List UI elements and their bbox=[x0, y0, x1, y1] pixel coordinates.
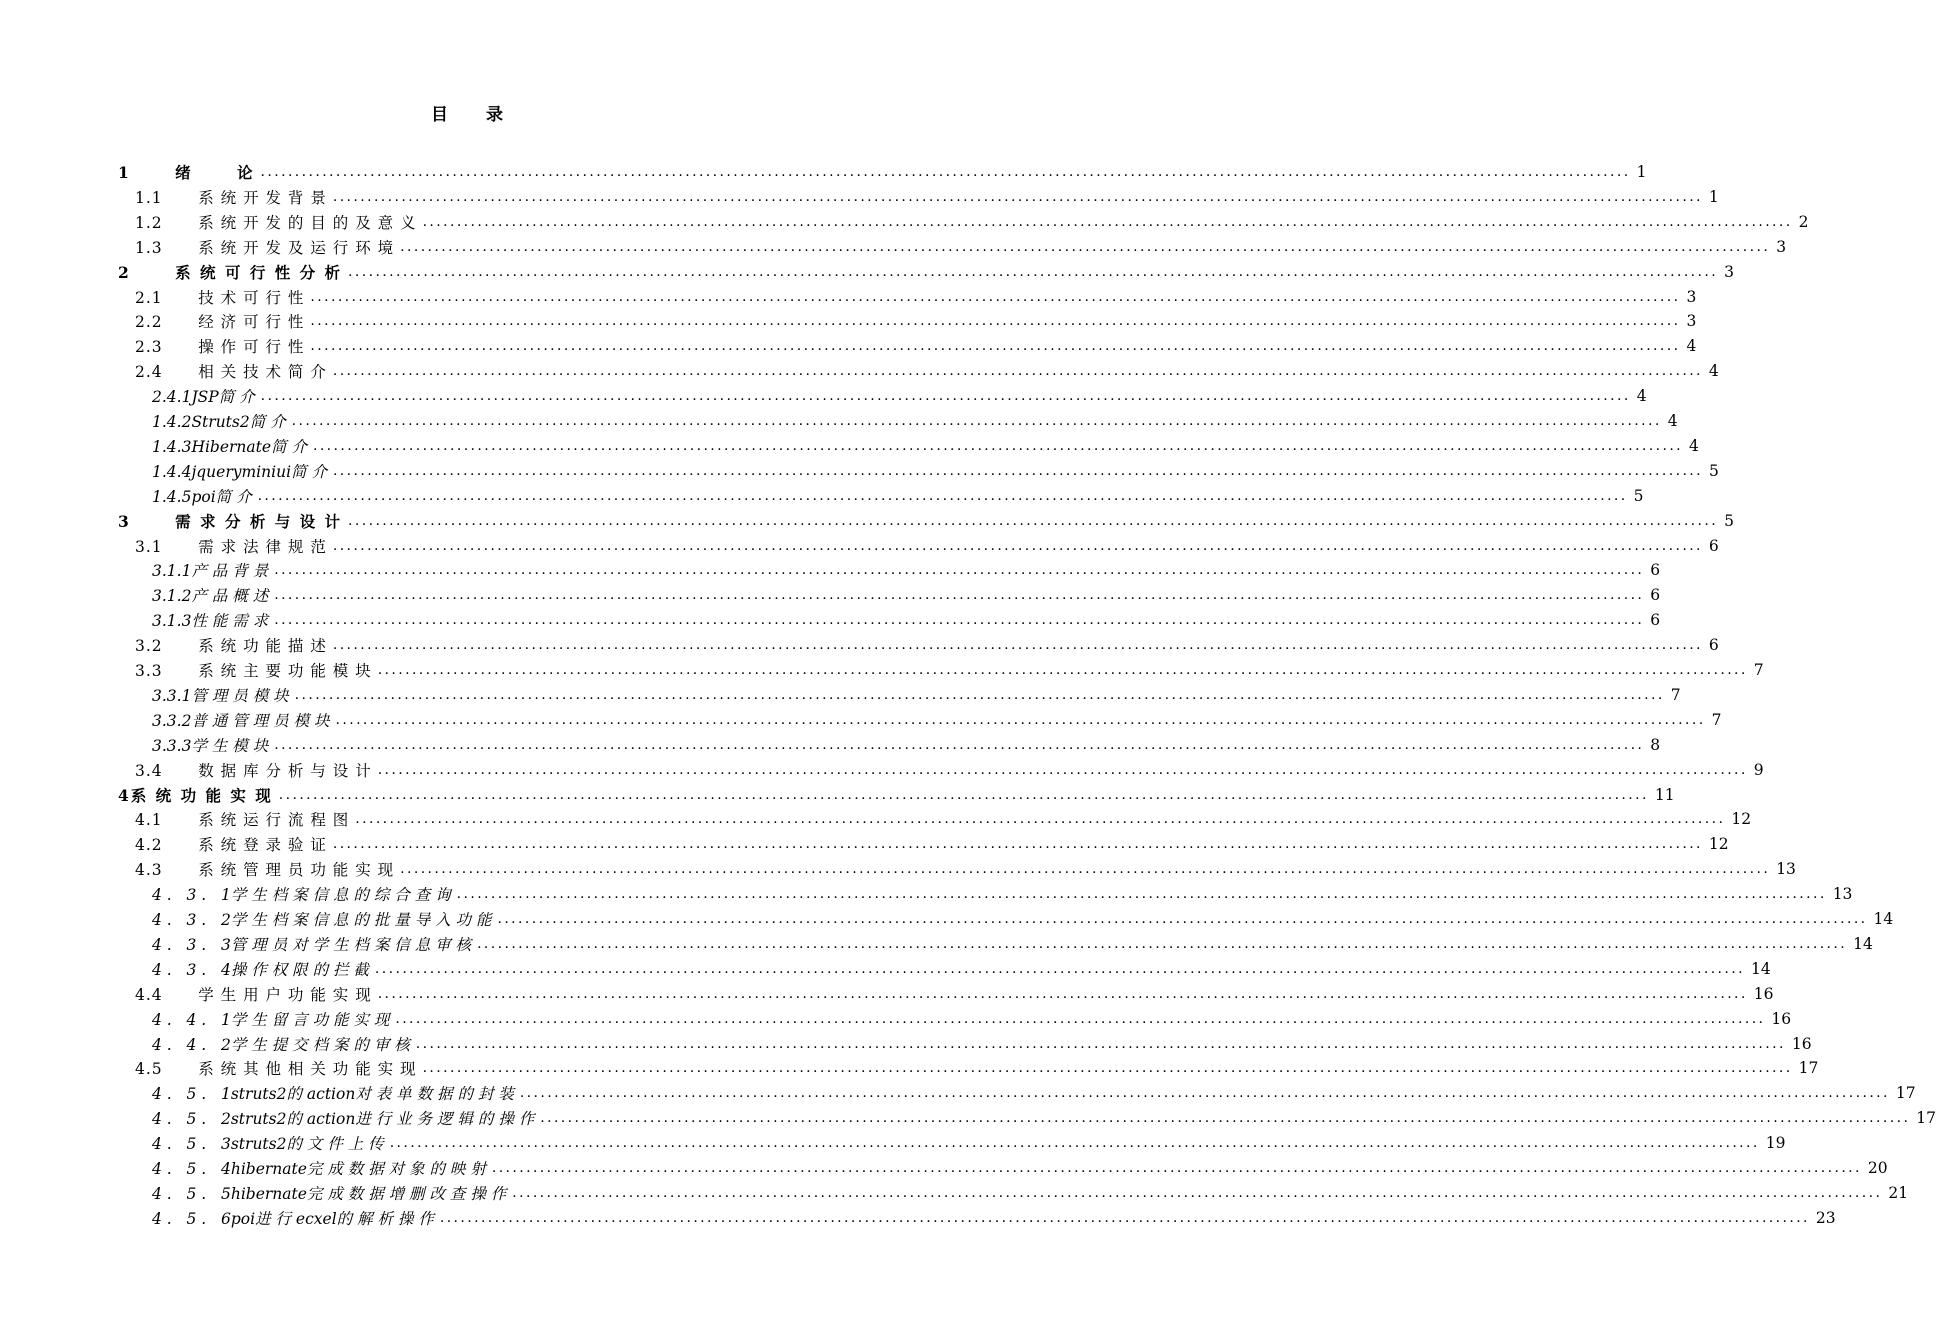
toc-entry-page-number: 14 bbox=[1750, 959, 1771, 978]
toc-title: 目 录 bbox=[431, 105, 519, 125]
toc-entry-page-number: 4 bbox=[1686, 337, 1697, 356]
toc-entry[interactable] bbox=[152, 932, 1873, 956]
toc-entry-label: 3.3.2普 通 管 理 员 模 块 bbox=[152, 711, 330, 730]
toc-entry-page-number: 17 bbox=[1895, 1084, 1916, 1103]
toc-entry-label: 4 . 3 . 3管 理 员 对 学 生 档 案 信 息 审 核 bbox=[152, 935, 472, 954]
toc-entry-page-number: 19 bbox=[1765, 1134, 1786, 1153]
toc-entry[interactable] bbox=[152, 1032, 1812, 1056]
toc-entry-label: 2.1 技 术 可 行 性 bbox=[135, 288, 305, 307]
toc-entry-leader: ........................................................................................................................................................................................................ bbox=[377, 761, 1748, 778]
toc-entry[interactable] bbox=[135, 334, 1697, 358]
toc-entry-leader: ........................................................................................................................................................................................................ bbox=[540, 1110, 1911, 1127]
toc-entry-leader: ........................................................................................................................................................................................................ bbox=[422, 213, 1793, 230]
toc-entry-label: 4 . 5 . 6poi进 行 ecxel的 解 析 操 作 bbox=[152, 1209, 434, 1228]
toc-entry-label: 3.1 需 求 法 律 规 范 bbox=[135, 537, 327, 556]
toc-entry-leader: ........................................................................................................................................................................................................ bbox=[312, 437, 1684, 454]
toc-entry[interactable] bbox=[152, 583, 1661, 607]
toc-entry-leader: ........................................................................................................................................................................................................ bbox=[456, 886, 1827, 903]
toc-entry[interactable] bbox=[135, 658, 1764, 682]
toc-entry[interactable] bbox=[152, 384, 1647, 408]
toc-entry[interactable] bbox=[135, 832, 1729, 856]
toc-entry[interactable] bbox=[152, 1156, 1888, 1180]
toc-entry-page-number: 17 bbox=[1916, 1109, 1936, 1128]
toc-entry-page-number: 6 bbox=[1708, 636, 1719, 655]
toc-entry-leader: ........................................................................................................................................................................................................ bbox=[335, 711, 1706, 728]
toc-entry-page-number: 6 bbox=[1650, 611, 1661, 630]
toc-entry-label: 1.4.2Struts2简 介 bbox=[152, 413, 286, 431]
toc-entry-page-number: 16 bbox=[1771, 1009, 1792, 1028]
toc-entry-leader: ........................................................................................................................................................................................................ bbox=[355, 811, 1726, 828]
toc-entry-leader: ........................................................................................................................................................................................................ bbox=[491, 1160, 1862, 1176]
toc-entry-label: 1.3 系 统 开 发 及 运 行 环 境 bbox=[135, 238, 395, 257]
toc-entry-leader: ........................................................................................................................................................................................................ bbox=[310, 338, 1681, 355]
toc-entry[interactable] bbox=[135, 309, 1697, 333]
toc-entry-leader: ........................................................................................................................................................................................................ bbox=[332, 537, 1703, 554]
toc-entry-label: 2.4 相 关 技 术 简 介 bbox=[135, 363, 327, 382]
toc-entry-leader: ........................................................................................................................................................................................................ bbox=[395, 1010, 1766, 1027]
toc-entry[interactable] bbox=[135, 807, 1752, 831]
toc-entry-leader: ........................................................................................................................................................................................................ bbox=[274, 587, 1645, 604]
toc-entry-label: 4系 统 功 能 实 现 bbox=[118, 785, 273, 805]
toc-entry-page-number: 2 bbox=[1798, 212, 1809, 231]
toc-entry-leader: ........................................................................................................................................................................................................ bbox=[291, 413, 1662, 429]
toc-entry-label: 3.2 系 统 功 能 描 述 bbox=[135, 637, 327, 656]
toc-entry-label: 2.3 操 作 可 行 性 bbox=[135, 338, 305, 357]
toc-entry[interactable] bbox=[135, 534, 1719, 558]
toc-entry-page-number: 5 bbox=[1709, 461, 1719, 480]
toc-entry[interactable] bbox=[135, 185, 1719, 209]
toc-entry-label: 3.3.3学 生 模 块 bbox=[152, 736, 269, 755]
toc-entry-label: 4.3 系 统 管 理 员 功 能 实 现 bbox=[135, 861, 395, 880]
toc-entry-leader: ........................................................................................................................................................................................................ bbox=[310, 313, 1681, 330]
toc-entry[interactable] bbox=[152, 409, 1678, 433]
toc-entry-leader: ........................................................................................................................................................................................................ bbox=[400, 238, 1771, 255]
toc-entry[interactable] bbox=[152, 558, 1661, 582]
toc-entry-page-number: 3 bbox=[1686, 287, 1697, 306]
toc-entry-label: 1 绪 论 bbox=[118, 163, 255, 182]
toc-entry-leader: ........................................................................................................................................................................................................ bbox=[377, 662, 1748, 678]
toc-entry[interactable] bbox=[152, 434, 1699, 458]
toc-entry-page-number: 17 bbox=[1798, 1059, 1819, 1078]
toc-entry-leader: ........................................................................................................................................................................................................ bbox=[332, 836, 1703, 853]
toc-entry-page-number: 4 bbox=[1667, 412, 1678, 430]
toc-entry-leader: ........................................................................................................................................................................................................ bbox=[257, 487, 1628, 504]
toc-entry[interactable] bbox=[118, 509, 1734, 533]
toc-entry-page-number: 7 bbox=[1711, 710, 1722, 729]
toc-entry-label: 4 . 3 . 2学 生 档 案 信 息 的 批 量 导 入 功 能 bbox=[152, 911, 492, 929]
toc-entry-page-number: 3 bbox=[1724, 262, 1734, 281]
toc-entry-page-number: 11 bbox=[1654, 785, 1675, 804]
toc-entry[interactable] bbox=[152, 1081, 1916, 1105]
toc-entry[interactable] bbox=[118, 160, 1647, 184]
toc-entry-label: 2 系 统 可 行 性 分 析 bbox=[118, 262, 343, 282]
toc-entry[interactable] bbox=[152, 957, 1771, 981]
toc-entry-page-number: 7 bbox=[1753, 661, 1764, 679]
toc-entry[interactable] bbox=[135, 210, 1809, 234]
toc-entry-label: 4.4 学 生 用 户 功 能 实 现 bbox=[135, 985, 372, 1004]
toc-entry-label: 4.1 系 统 运 行 流 程 图 bbox=[135, 811, 350, 830]
toc-entry[interactable] bbox=[152, 459, 1719, 483]
toc-entry-leader: ........................................................................................................................................................................................................ bbox=[422, 1060, 1793, 1077]
toc-entry-leader: ........................................................................................................................................................................................................ bbox=[415, 1035, 1786, 1052]
toc-entry-leader: ........................................................................................................................................................................................................ bbox=[294, 686, 1665, 703]
toc-entry-leader: ........................................................................................................................................................................................................ bbox=[278, 786, 1649, 803]
toc-entry-page-number: 3 bbox=[1686, 312, 1697, 331]
toc-entry[interactable] bbox=[118, 260, 1734, 284]
toc-entry-label: 4 . 5 . 5hibernate完 成 数 据 增 删 改 查 操 作 bbox=[152, 1184, 507, 1203]
toc-entry-leader: ........................................................................................................................................................................................................ bbox=[274, 562, 1645, 579]
toc-entry-label: 1.2 系 统 开 发 的 目 的 及 意 义 bbox=[135, 213, 417, 232]
toc-entry-label: 2.2 经 济 可 行 性 bbox=[135, 313, 305, 332]
toc-entry-page-number: 12 bbox=[1731, 810, 1752, 829]
toc-entry-page-number: 12 bbox=[1708, 835, 1729, 854]
toc-entry-leader: ........................................................................................................................................................................................................ bbox=[332, 462, 1703, 479]
toc-entry[interactable] bbox=[118, 783, 1675, 807]
toc-entry-page-number: 21 bbox=[1888, 1183, 1909, 1202]
toc-entry-label: 1.4.5poi简 介 bbox=[152, 487, 252, 506]
toc-entry[interactable] bbox=[152, 683, 1681, 707]
toc-entry-leader: ........................................................................................................................................................................................................ bbox=[274, 736, 1645, 753]
toc-entry-label: 3.3.1管 理 员 模 块 bbox=[152, 686, 289, 705]
toc-entry-label: 4 . 5 . 2struts2的 action进 行 业 务 逻 辑 的 操 作 bbox=[152, 1110, 535, 1129]
toc-entry-label: 1.4.3Hibernate简 介 bbox=[152, 437, 307, 456]
toc-entry-leader: ........................................................................................................................................................................................................ bbox=[519, 1085, 1890, 1102]
toc-entry-page-number: 8 bbox=[1650, 735, 1661, 754]
toc-entry[interactable] bbox=[152, 1181, 1909, 1205]
toc-entry-label: 3.1.3性 能 需 求 bbox=[152, 612, 269, 631]
toc-entry-page-number: 16 bbox=[1753, 984, 1774, 1003]
toc-entry-page-number: 7 bbox=[1670, 685, 1681, 704]
toc-entry-leader: ........................................................................................................................................................................................................ bbox=[260, 388, 1631, 405]
toc-entry-label: 4 . 3 . 1学 生 档 案 信 息 的 综 合 查 询 bbox=[152, 886, 451, 905]
toc-entry-label: 1.4.4jqueryminiui简 介 bbox=[152, 462, 327, 481]
toc-entry[interactable] bbox=[152, 733, 1661, 757]
toc-entry-leader: ........................................................................................................................................................................................................ bbox=[477, 935, 1848, 952]
toc-entry-page-number: 9 bbox=[1753, 760, 1764, 779]
toc-entry-page-number: 13 bbox=[1832, 885, 1853, 904]
toc-entry-leader: ........................................................................................................................................................................................................ bbox=[389, 1135, 1760, 1152]
toc-entry-page-number: 16 bbox=[1791, 1034, 1812, 1053]
toc-entry-page-number: 5 bbox=[1633, 486, 1644, 505]
toc-entry-leader: ........................................................................................................................................................................................................ bbox=[332, 188, 1703, 205]
toc-entry-label: 4.2 系 统 登 录 验 证 bbox=[135, 836, 327, 855]
toc-entry-leader: ........................................................................................................................................................................................................ bbox=[348, 263, 1719, 280]
toc-entry[interactable] bbox=[135, 982, 1774, 1006]
toc-entry[interactable] bbox=[135, 758, 1764, 782]
toc-entry-page-number: 23 bbox=[1815, 1208, 1836, 1227]
toc-entry-page-number: 14 bbox=[1853, 934, 1873, 953]
toc-entry-label: 4 . 4 . 2学 生 提 交 档 案 的 审 核 bbox=[152, 1035, 410, 1054]
toc-entry-label: 2.4.1JSP简 介 bbox=[152, 388, 255, 407]
toc-entry[interactable] bbox=[152, 907, 1894, 931]
toc-entry-leader: ........................................................................................................................................................................................................ bbox=[377, 985, 1748, 1002]
toc-entry-leader: ........................................................................................................................................................................................................ bbox=[512, 1184, 1883, 1201]
toc-entry-leader: ........................................................................................................................................................................................................ bbox=[274, 612, 1645, 629]
toc-entry-label: 3.1.1产 品 背 景 bbox=[152, 562, 269, 581]
toc-entry-leader: ........................................................................................................................................................................................................ bbox=[310, 288, 1681, 305]
toc-entry[interactable] bbox=[152, 708, 1722, 732]
toc-entry-page-number: 20 bbox=[1867, 1159, 1888, 1177]
toc-entry[interactable] bbox=[135, 633, 1719, 657]
toc-entry[interactable] bbox=[135, 359, 1719, 383]
toc-entry-page-number: 13 bbox=[1776, 860, 1796, 879]
toc-entry-page-number: 1 bbox=[1708, 187, 1719, 206]
toc-entry-page-number: 3 bbox=[1776, 237, 1787, 256]
toc-entry[interactable] bbox=[135, 285, 1697, 309]
toc-entry-label: 4 . 5 . 4hibernate完 成 数 据 对 象 的 映 射 bbox=[152, 1160, 486, 1178]
toc-entry[interactable] bbox=[152, 608, 1661, 632]
toc-entry-leader: ........................................................................................................................................................................................................ bbox=[497, 911, 1868, 927]
toc-entry-label: 4 . 5 . 3struts2的 文 件 上 传 bbox=[152, 1135, 384, 1154]
toc-entry-page-number: 4 bbox=[1636, 387, 1647, 406]
toc-entry-page-number: 1 bbox=[1636, 163, 1647, 181]
toc-entry-leader: ........................................................................................................................................................................................................ bbox=[400, 861, 1771, 878]
toc-entry-page-number: 6 bbox=[1708, 536, 1719, 555]
toc-entry-leader: ........................................................................................................................................................................................................ bbox=[260, 164, 1631, 180]
toc-entry-label: 4 . 4 . 1学 生 留 言 功 能 实 现 bbox=[152, 1010, 390, 1029]
toc-entry-page-number: 4 bbox=[1708, 362, 1719, 381]
toc-entry[interactable] bbox=[135, 857, 1796, 881]
toc-entry-leader: ........................................................................................................................................................................................................ bbox=[348, 512, 1719, 529]
toc-entry[interactable] bbox=[135, 235, 1787, 259]
toc-entry[interactable] bbox=[152, 1131, 1786, 1155]
toc-entry-page-number: 5 bbox=[1724, 511, 1734, 530]
toc-entry-page-number: 4 bbox=[1689, 436, 1699, 455]
toc-entry[interactable] bbox=[152, 1206, 1836, 1230]
toc-entry-label: 3.1.2产 品 概 述 bbox=[152, 587, 269, 606]
toc-entry-label: 3 需 求 分 析 与 设 计 bbox=[118, 511, 343, 531]
toc-entry-page-number: 6 bbox=[1650, 561, 1661, 580]
toc-entry-label: 3.4 数 据 库 分 析 与 设 计 bbox=[135, 761, 372, 780]
toc-entry[interactable] bbox=[152, 1007, 1792, 1031]
toc-entry-label: 4.5 系 统 其 他 相 关 功 能 实 现 bbox=[135, 1060, 417, 1079]
toc-entry-label: 4 . 3 . 4操 作 权 限 的 拦 截 bbox=[152, 960, 369, 979]
toc-entry-label: 4 . 5 . 1struts2的 action对 表 单 数 据 的 封 装 bbox=[152, 1085, 514, 1104]
toc-entry-label: 1.1 系 统 开 发 背 景 bbox=[135, 188, 327, 207]
toc-entry-label: 3.3 系 统 主 要 功 能 模 块 bbox=[135, 662, 372, 680]
toc-entry[interactable] bbox=[135, 1056, 1819, 1080]
toc-entry-leader: ........................................................................................................................................................................................................ bbox=[439, 1209, 1810, 1226]
toc-entry-leader: ........................................................................................................................................................................................................ bbox=[332, 637, 1703, 654]
toc-entry[interactable] bbox=[152, 484, 1644, 508]
toc-entry-page-number: 6 bbox=[1650, 586, 1661, 605]
toc-entry[interactable] bbox=[152, 1106, 1936, 1130]
toc-entry-leader: ........................................................................................................................................................................................................ bbox=[332, 363, 1703, 380]
toc-entry-page-number: 14 bbox=[1873, 910, 1894, 928]
toc-entry[interactable] bbox=[152, 882, 1853, 906]
toc-entry-leader: ........................................................................................................................................................................................................ bbox=[374, 960, 1745, 977]
